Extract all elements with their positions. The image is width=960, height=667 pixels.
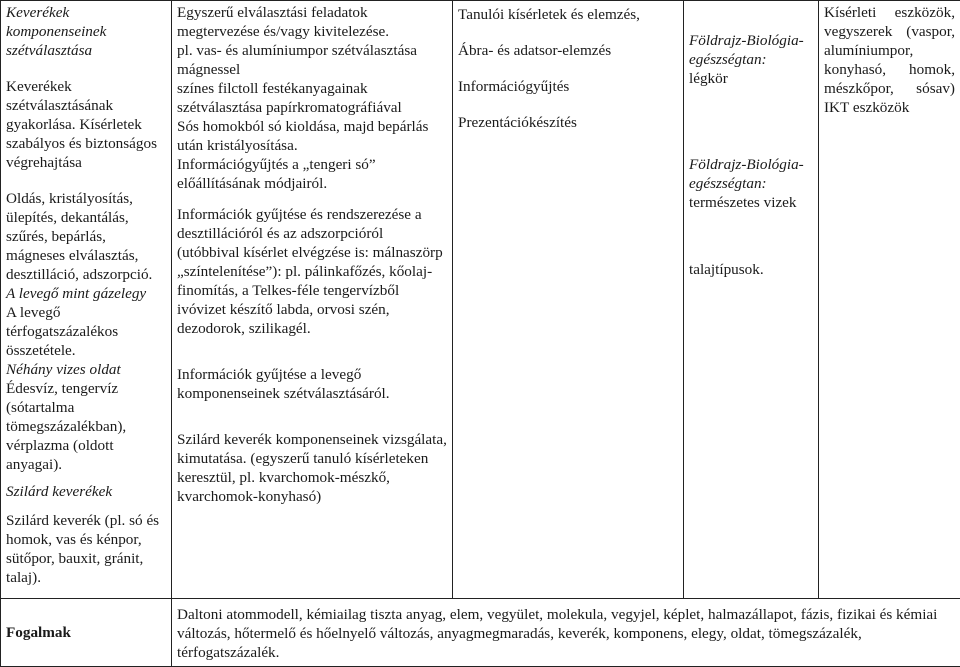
method-item: Ábra- és adatsor-elemzés	[458, 41, 678, 60]
concepts-text: Daltoni atommodell, kémiailag tiszta anyag, elem, vegyület, molekula, vegyjel, képlet, halmazállapot, fázis, fizikai és kémiai változás, hőtermelő és hőelnyelő változás, anyagmegmaradás, keverék, komponens, elegy, oldat, tömegszázalék, térfogatszázalék.	[177, 605, 955, 662]
tools-text: Kísérleti eszközök, vegyszerek (vaspor, alumíniumpor, konyhasó, homok, mészkőpor, sósav) IKT eszközök	[824, 3, 955, 117]
tools-cell	[819, 1, 960, 599]
activity-examples: pl. vas- és alumíniumpor szétválasztása mágnessel	[177, 41, 447, 79]
connection-soil: talajtípusok.	[689, 260, 813, 279]
connection-label: Földrajz-Biológia-egészségtan:	[689, 31, 813, 69]
water-heading: Néhány vizes oldat	[6, 360, 166, 379]
method-item: Prezentációkészítés	[458, 113, 678, 132]
connections-cell	[684, 1, 819, 599]
topic-cell	[1, 1, 172, 599]
concepts-label: Fogalmak	[6, 623, 166, 642]
topic-heading: Keverékek komponenseinek szétválasztása	[6, 3, 166, 60]
connection-value: légkör	[689, 69, 813, 88]
activity-sea-salt: Információgyűjtés a „tengeri só” előállításának módjairól.	[177, 155, 447, 193]
activity-salt: Sós homokból só kioldása, majd bepárlás után kristályosítása.	[177, 117, 447, 155]
activity-solid: Szilárd keverék komponenseinek vizsgálata, kimutatása. (egyszerű tanuló kísérleteken keresztül, pl. kvarchomok-mészkő, kvarchomok-konyhasó)	[177, 430, 447, 506]
methods-cell	[453, 1, 684, 599]
air-text: A levegő térfogatszázalékos összetétele.	[6, 303, 166, 360]
connection-label: Földrajz-Biológia-egészségtan:	[689, 155, 813, 193]
concepts-label-cell	[1, 599, 172, 667]
activity-task: Egyszerű elválasztási feladatok megtervezése és/vagy kivitelezése.	[177, 3, 447, 41]
solid-text: Szilárd keverék (pl. só és homok, vas és kénpor, sütőpor, bauxit, gránit, talaj).	[6, 511, 166, 587]
activity-chromatography: színes filctoll festékanyagainak szétválasztása papírkromatográfiával	[177, 79, 447, 117]
topic-methods: Oldás, kristályosítás, ülepítés, dekantálás, szűrés, bepárlás, mágneses elválasztás, desztilláció, adszorpció.	[6, 189, 166, 284]
activity-distillation: Információk gyűjtése és rendszerezése a desztillációról és az adszorpcióról (utóbbival kísérlet elvégzése is: málnaszörp „színtelenítése”): pl. pálinkafőzés, kőolaj-finomítás, a Telkes-féle tengervízből ivóvizet készítő labda, orvosi szén, dezodorok, szilikagél.	[177, 205, 447, 338]
water-text: Édesvíz, tengervíz (sótartalma tömegszázalékban), vérplazma (oldott anyagai).	[6, 379, 166, 474]
concepts-cell	[172, 599, 960, 667]
method-item: Információgyűjtés	[458, 77, 678, 96]
activities-cell	[172, 1, 453, 599]
activity-air: Információk gyűjtése a levegő komponenseinek szétválasztásáról.	[177, 365, 447, 403]
method-item: Tanulói kísérletek és elemzés,	[458, 5, 678, 24]
air-heading: A levegő mint gázelegy	[6, 284, 166, 303]
solid-heading: Szilárd keverékek	[6, 482, 166, 501]
connection-value: természetes vizek	[689, 193, 813, 212]
topic-practice: Keverékek szétválasztásának gyakorlása. Kísérletek szabályos és biztonságos végrehajtása	[6, 77, 166, 172]
